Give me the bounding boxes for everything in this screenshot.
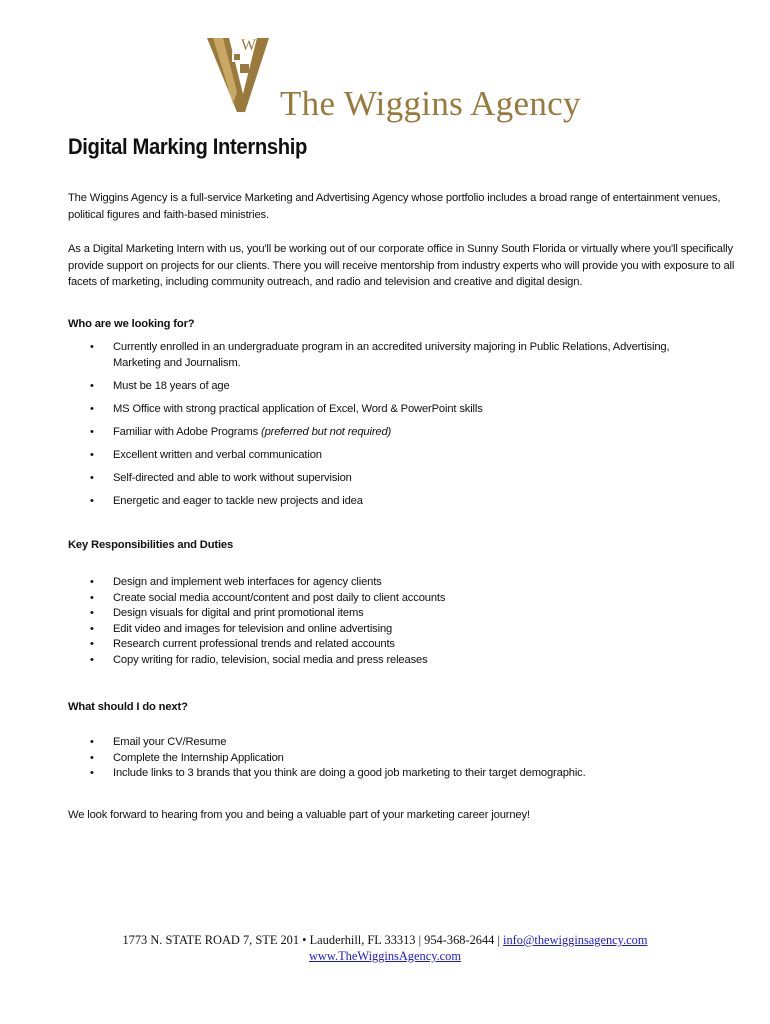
closing-paragraph: We look forward to hearing from you and being a valuable part of your marketing career journey! bbox=[68, 809, 530, 821]
page-title: Digital Marking Internship bbox=[68, 134, 307, 159]
footer-address: 1773 N. STATE ROAD 7, STE 201 • Lauderhill, FL 33313 | 954-368-2644 | bbox=[122, 933, 504, 947]
next-steps-heading: What should I do next? bbox=[68, 701, 188, 713]
bullet-icon: • bbox=[90, 591, 94, 604]
bullet-icon: • bbox=[90, 425, 94, 438]
list-item: • Excellent written and verbal communication bbox=[68, 448, 708, 464]
svg-text:W: W bbox=[241, 37, 257, 54]
responsibilities-heading: Key Responsibilities and Duties bbox=[68, 539, 234, 551]
bullet-icon: • bbox=[90, 341, 94, 353]
website-link[interactable]: www.TheWigginsAgency.com bbox=[308, 949, 462, 963]
list-item: • Research current professional trends and related accounts bbox=[68, 637, 708, 653]
logo-w-mark bbox=[207, 34, 273, 114]
bullet-icon: • bbox=[90, 576, 94, 588]
footer-website-line bbox=[0, 948, 770, 964]
list-item: • Include links to 3 brands that you think are doing a good job marketing to their target demographic. bbox=[68, 766, 708, 782]
looking-for-list bbox=[68, 340, 708, 517]
bullet-icon: • bbox=[90, 767, 94, 779]
logo-text: The Wiggins Agency bbox=[280, 84, 581, 123]
list-item: • Familiar with Adobe Programs (preferred but not required) bbox=[68, 425, 708, 441]
bullet-icon: • bbox=[90, 751, 94, 764]
list-item: • Email your CV/Resume bbox=[68, 735, 708, 751]
bullet-icon: • bbox=[90, 471, 94, 484]
list-item: • Self-directed and able to work without supervision bbox=[68, 471, 708, 487]
bullet-icon: • bbox=[90, 736, 94, 748]
list-item: • Design and implement web interfaces for agency clients bbox=[68, 575, 708, 591]
bullet-icon: • bbox=[90, 638, 94, 650]
bullet-icon: • bbox=[90, 653, 94, 666]
bullet-icon: • bbox=[90, 494, 94, 507]
looking-for-heading: Who are we looking for? bbox=[68, 318, 195, 330]
list-item: • Create social media account/content and post daily to client accounts bbox=[68, 591, 708, 607]
list-item: • Copy writing for radio, television, social media and press releases bbox=[68, 653, 708, 669]
bullet-icon: • bbox=[90, 448, 94, 461]
bullet-icon: • bbox=[90, 379, 94, 392]
list-item: • Currently enrolled in an undergraduate program in an accredited university majoring in Public Relations, Advertising, Marketing and Journalism. bbox=[90, 341, 670, 369]
bullet-icon: • bbox=[90, 402, 94, 415]
footer-address-line bbox=[0, 932, 770, 948]
adobe-note: (preferred but not required) bbox=[261, 425, 392, 438]
responsibilities-list bbox=[68, 575, 708, 668]
footer bbox=[0, 932, 770, 964]
bullet-icon: • bbox=[90, 622, 94, 635]
next-steps-list bbox=[68, 735, 708, 782]
agency-logo bbox=[207, 34, 587, 123]
email-link[interactable]: info@thewigginsagency.com bbox=[503, 933, 648, 947]
list-item: • Design visuals for digital and print promotional items bbox=[68, 606, 708, 622]
bullet-icon: • bbox=[90, 607, 94, 619]
list-item: • Edit video and images for television and online advertising bbox=[68, 622, 708, 638]
list-item: • Complete the Internship Application bbox=[68, 751, 708, 767]
list-item: • MS Office with strong practical application of Excel, Word & PowerPoint skills bbox=[68, 402, 708, 418]
list-item: • Must be 18 years of age bbox=[68, 379, 708, 395]
description-paragraph: As a Digital Marketing Intern with us, you'll be working out of our corporate office in Sunny South Florida or virtually where you'll specifically provide support on projects for our clients. There you will receive mentorship from industry experts who will provide you with exposure to all facets of marketing, including community outreach, and radio and television and creative and digital design. bbox=[68, 243, 735, 288]
intro-paragraph: The Wiggins Agency is a full-service Marketing and Advertising Agency whose portfolio includes a broad range of entertainment venues, political figures and faith-based ministries. bbox=[68, 192, 721, 221]
list-item: • Energetic and eager to tackle new projects and idea bbox=[68, 494, 708, 510]
